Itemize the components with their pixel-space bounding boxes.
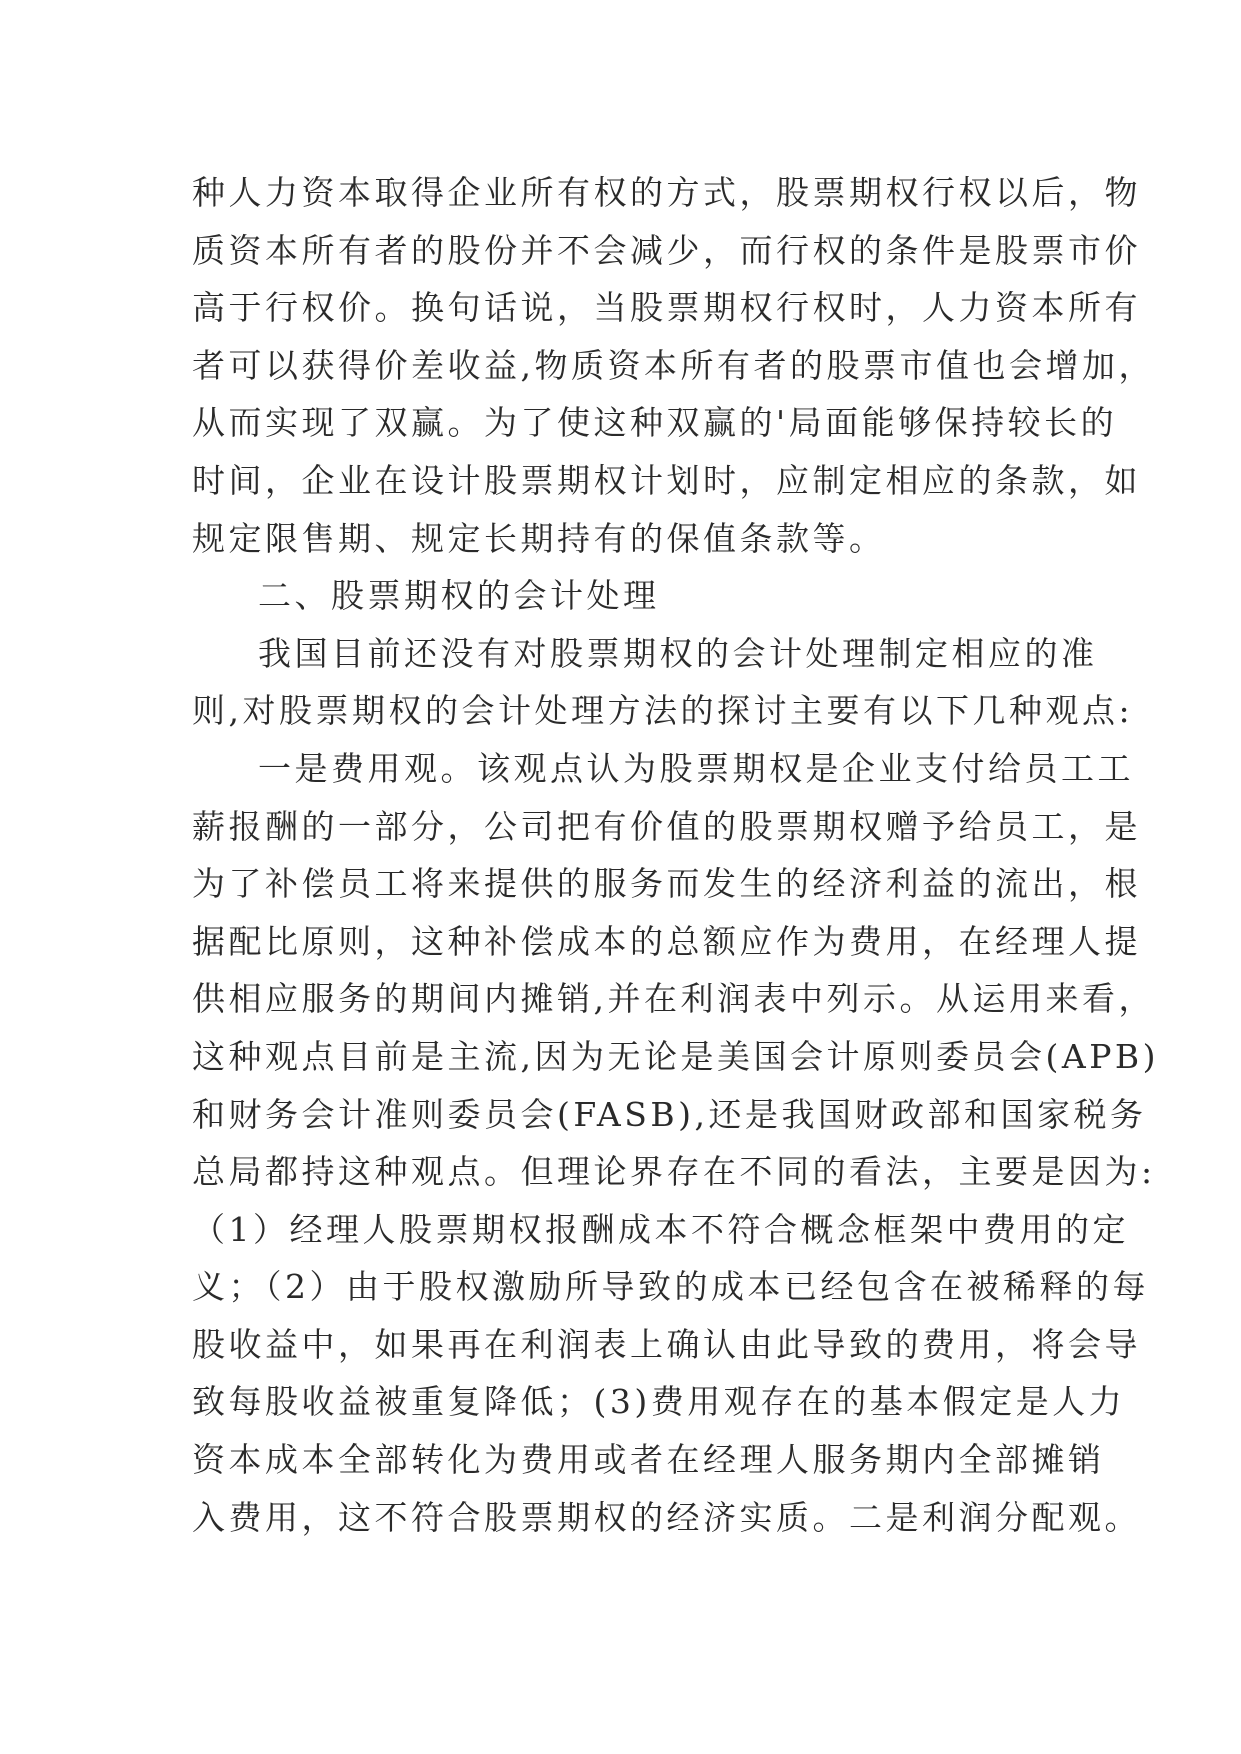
text-line: 供相应服务的期间内摊销,并在利润表中列示。从运用来看， [192,979,1155,1019]
text-line: 资本成本全部转化为费用或者在经理人服务期内全部摊销 [192,1440,1105,1480]
text-line: 股收益中，如果再在利润表上确认由此导致的费用，将会导 [192,1324,1141,1364]
text-line: 时间，企业在设计股票期权计划时，应制定相应的条款，如 [192,460,1141,500]
paragraph-first-line: 我国目前还没有对股票期权的会计处理制定相应的准 [258,633,1098,673]
text-line: 这种观点目前是主流,因为无论是美国会计原则委员会(APB) [192,1036,1160,1076]
text-line: 致每股收益被重复降低；(3)费用观存在的基本假定是人力 [192,1382,1126,1422]
text-line: 质资本所有者的股份并不会减少，而行权的条件是股票市价 [192,230,1141,270]
text-line: 为了补偿员工将来提供的服务而发生的经济利益的流出，根 [192,864,1141,904]
text-line: 薪报酬的一部分，公司把有价值的股票期权赠予给员工，是 [192,806,1141,846]
text-line: 从而实现了双赢。为了使这种双赢的'局面能够保持较长的 [192,403,1118,443]
text-line: 和财务会计准则委员会(FASB),还是我国财政部和国家税务 [192,1094,1147,1134]
text-line: 者可以获得价差收益,物质资本所有者的股票市值也会增加， [192,345,1155,385]
text-line: 种人力资本取得企业所有权的方式，股票期权行权以后，物 [192,173,1141,212]
text-line: 总局都持这种观点。但理论界存在不同的看法，主要是因为: [192,1152,1156,1192]
text-line: 入费用，这不符合股票期权的经济实质。二是利润分配观。 [192,1497,1141,1537]
section-heading: 二、股票期权的会计处理 [258,576,660,616]
text-line: 高于行权价。换句话说，当股票期权行权时，人力资本所有 [192,288,1141,328]
paragraph-first-line: 一是费用观。该观点认为股票期权是企业支付给员工工 [258,748,1134,788]
text-line: （1）经理人股票期权报酬成本不符合概念框架中费用的定 [192,1209,1129,1249]
text-line: 规定限售期、规定长期持有的保值条款等。 [192,518,886,558]
text-line: 据配比原则，这种补偿成本的总额应作为费用，在经理人提 [192,921,1141,961]
body-text [192,164,1160,1546]
text-line: 义；（2）由于股权激励所导致的成本已经包含在被稀释的每 [192,1267,1149,1307]
text-line: 则,对股票期权的会计处理方法的探讨主要有以下几种观点: [192,691,1134,731]
